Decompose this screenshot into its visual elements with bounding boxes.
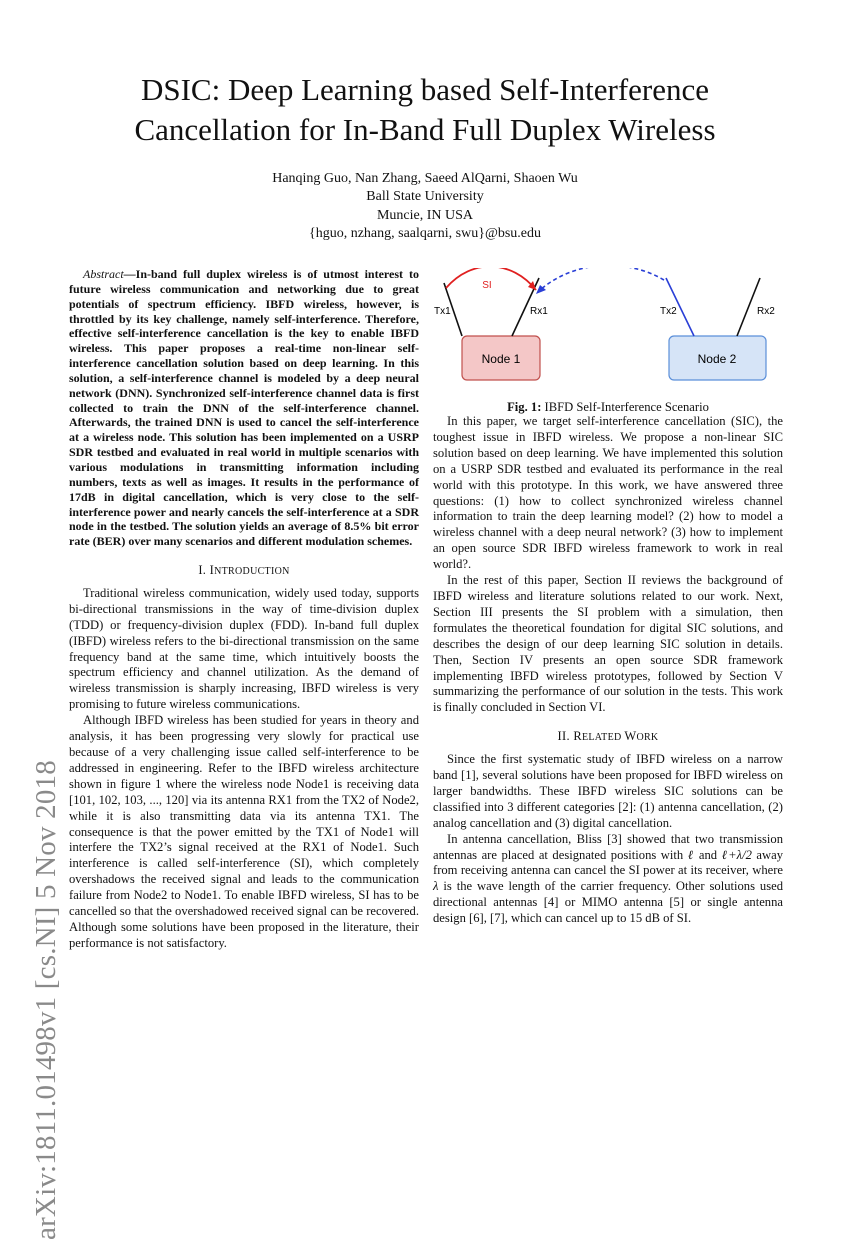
tx2-label: Tx2	[660, 306, 677, 317]
figure-caption	[432, 400, 784, 415]
location: Muncie, IN USA	[376, 207, 474, 223]
related-paragraph-1: Since the first systematic study of IBFD wireless on a narrow band [1], several solutions have been proposed for IBFD wireless on larger bandwidths. These IBFD wireless SIC solutions can be classified into 3 different categories [2]: (1) antenna cancellation, (2) analog cancellation and (3) digital cancellation.	[433, 752, 783, 830]
data-sequence: [101, 102, 103, ..., 120]	[69, 792, 189, 807]
right-paragraph-2: In the rest of this paper, Section II reviews the background of IBFD wireless and literature solutions related to our work. Next, Section III presents the SI problem with a simulation, then formulates the theoretical foundation for digital SIC solutions, and describes the design of our deep learning SIC solution in details. Then, Section IV presents an open source SDR framework implementing IBFD wireless prototypes, followed by Section V summarizing the performance of our solution in the tests. This work is finally concluded in Section VI.	[433, 573, 783, 715]
email: {hguo, nzhang, saalqarni, swu}@bsu.edu	[308, 225, 541, 241]
right-paragraph-1: In this paper, we target self-interference cancellation (SIC), the toughest issue in IBFD wireless. We propose a non-linear SIC solution based on deep learning. We have implemented this solution on a USRP SDR testbed and evaluated its performance in the real world with this prototype. In this work, we have answered three questions: (1) how to collect synchronized wireless channel information to train the deep learning model? (2) how to model a wireless channel with a deep neural network? (3) how to implement an open source SDR IBFD wireless framework to work in real world?.	[433, 414, 783, 572]
si-label: SI	[482, 280, 492, 291]
intro-paragraph-1: Traditional wireless communication, widely used today, supports bi-directional transmissions in the way of time-division duplex (TDD) or frequency-division duplex (FDD). In-band full duplex (IBFD) wireless refers to the bi-directional transmission on the same frequency band at the same time, which intuitively boosts the spectrum efficiency and channel utilization. As the demand of wireless transmission is sharply increasing, IBFD wireless is very promising to future wireless communications.	[69, 585, 419, 712]
title-line-1: DSIC: Deep Learning based Self-Interference	[140, 72, 710, 107]
caption-text: IBFD Self-Interference Scenario	[541, 400, 709, 414]
section-2-heading: II. RELATED WORK	[557, 729, 659, 744]
author-block	[200, 170, 650, 243]
section-1-heading: I. INTRODUCTION	[198, 563, 290, 578]
abstract-dash: —	[123, 267, 136, 281]
author-names: Hanqing Guo, Nan Zhang, Saeed AlQarni, Shaoen Wu	[272, 171, 578, 186]
rx1-label: Rx1	[530, 306, 548, 317]
intro-paragraph-2: Although IBFD wireless has been studied for years in theory and analysis, it has been progressing very slowly for practical use because of a very challenging issue called self-interference to be addressed in engineering. Refer to the IBFD wireless architecture shown in figure 1 where the wireless node Node1 is receiving data [101, 102, 103, ..., 120] via its antenna RX1 from the TX2 of Node2, while it is also transmitting data via its antenna TX1. The consequence is that the power emitted by the TX1 of Node1 will interfere the TX2’s signal received at the RX1 of Node1. Such interference is called self-interference (SI), which completely overshadows the received signal and leads to the communication failure from Node2 to Node1. To enable IBFD wireless, SI has to be cancelled so that the overshadowed received signal can be recovered. Although some solutions have been proposed in the literature, their performance is not satisfactory.	[69, 713, 419, 950]
abstract-text: In-band full duplex wireless is of utmost interest to future wireless communication and networking due to great potentials of spectrum efficiency. IBFD wireless, however, is throttled by its key challenge, namely self-interference. Therefore, effective self-interference cancellation is the key to enable IBFD wireless. This paper proposes a real-time non-linear self-interference cancellation solution based on deep learning. In this solution, a self-interference channel is modeled by a deep neural network (DNN). Synchronized self-interference channel data is first collected to train the DNN of the self-interference channel. Afterwards, the trained DNN is used to cancel the self-interference at a wireless node. This solution has been implemented on a USRP SDR testbed and evaluated in real world in multiple scenarios with various modulations in transmitting information including numbers, texts as well as images. It results in the performance of 17dB in digital cancellation, which is very close to the self-interference power and nearly cancels the self-interference at a SDR node in the testbed. The solution yields an average of 8.5% bit error rate (BER) over many scenarios and different modulation schemes.	[69, 267, 419, 549]
caption-label: Fig. 1:	[507, 400, 542, 414]
related-paragraph-2: In antenna cancellation, Bliss [3] showed that two transmission antennas are placed at designated positions with ℓ and ℓ+λ/2 away from receiving antenna can cancel the SI power at its receiver, where λ is the wave length of the carrier frequency. Other solutions used directional antennas [4] or MIMO antenna [5] or single antenna design [6], [7], which can cancel up to 15 dB of SI.	[433, 831, 784, 926]
signal-link-arrow	[538, 268, 664, 292]
arxiv-stamp: arXiv:1811.01498v1 [cs.NI] 5 Nov 2018	[30, 760, 62, 1240]
node-2-label: Node 2	[697, 352, 737, 366]
rx2-label: Rx2	[757, 306, 775, 317]
right-column	[433, 414, 783, 927]
title-line-2: Cancellation for In-Band Full Duplex Wireless	[134, 112, 716, 147]
affiliation: Ball State University	[366, 189, 484, 205]
paper-title	[60, 70, 790, 150]
abstract	[69, 267, 419, 549]
left-column	[69, 267, 419, 952]
ibfd-scenario-figure	[432, 268, 784, 398]
node-1-label: Node 1	[481, 352, 521, 366]
abstract-label: Abstract	[83, 267, 124, 281]
tx1-label: Tx1	[434, 306, 451, 317]
